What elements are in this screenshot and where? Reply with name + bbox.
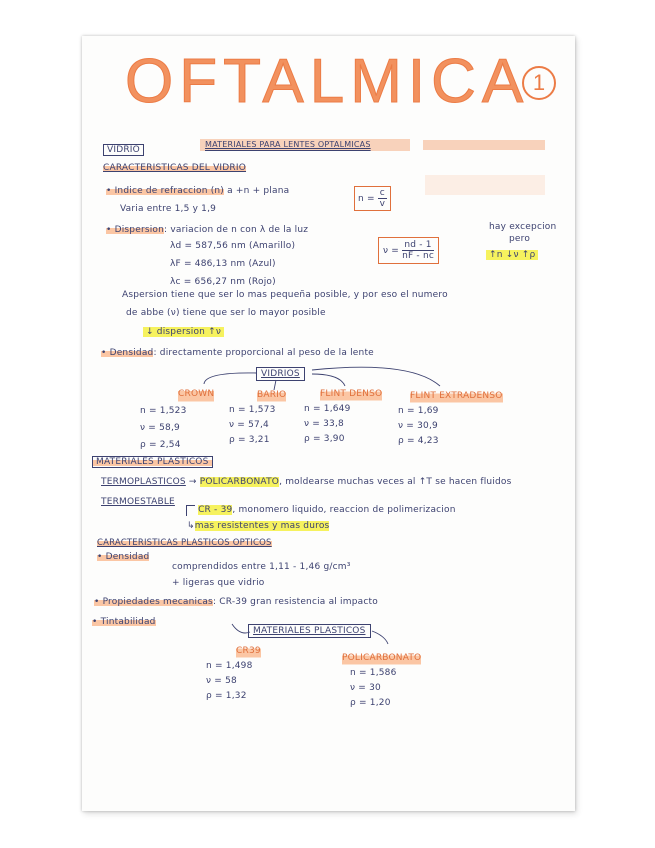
glass-flint-extradenso (398, 389, 503, 449)
glass-v: ν = 33,8 (304, 419, 344, 429)
title-number-badge: 1 (522, 66, 556, 100)
policarbonato-label: POLICARBONATO (199, 477, 280, 487)
glass-p: ρ = 3,90 (304, 434, 345, 444)
glass-flint-denso (304, 387, 382, 447)
section-materiales-title: MATERIALES PARA LENTES OPTALMICAS (205, 140, 371, 149)
glass-n: n = 1,523 (140, 406, 187, 416)
densidad2-range: comprendidos entre 1,11 - 1,46 g/cm³ (172, 562, 351, 572)
termoplasticos-label: TERMOPLASTICOS (101, 477, 186, 487)
plastic-name: POLICARBONATO (342, 651, 421, 666)
glass-p: ρ = 4,23 (398, 436, 439, 446)
glass-p: ρ = 2,54 (140, 440, 181, 450)
termoplasticos-def: , moldearse muchas veces al ↑T se hacen fluidos (279, 477, 512, 487)
lambda-f: λF = 486,13 nm (Azul) (170, 259, 276, 269)
dispersion-heading: • Dispersion (106, 225, 165, 235)
termoestable-label: TERMOESTABLE (101, 497, 175, 507)
plastic-p: ρ = 1,32 (206, 691, 247, 701)
formula-abbe-num: nd - 1 (402, 240, 434, 251)
indice-heading: • Indice de refraccion (n) (106, 186, 225, 196)
aspersion-line-1: Aspersion tiene que ser lo mas pequeña posible, y por eso el numero (122, 290, 448, 300)
glass-v: ν = 58,9 (140, 423, 180, 433)
glass-name: FLINT EXTRADENSO (410, 389, 503, 404)
formula-abbe-lhs: ν = (383, 246, 400, 256)
glass-bario (229, 388, 286, 448)
aspersion-line-2: de abbe (ν) tiene que ser lo mayor posible (126, 308, 326, 318)
termoplasticos-line: TERMOPLASTICOS → POLICARBONATO, moldearse muchas veces al ↑T se hacen fluidos (101, 477, 512, 487)
glass-v: ν = 57,4 (229, 420, 269, 430)
page-title: OFTALMICA (125, 47, 530, 116)
cr39-def: , monomero liquido, reaccion de polimerizacion (232, 505, 456, 515)
mas-resistentes-line: ↳mas resistentes y mas duros (187, 521, 330, 531)
plastic-name: CR39 (236, 644, 261, 659)
densidad2-heading: • Densidad (97, 552, 150, 562)
hay-excepcion: hay excepcion (489, 222, 557, 232)
mas-resistentes: mas resistentes y mas duros (194, 521, 330, 531)
formula-n-num: c (379, 188, 385, 198)
plastic-n: n = 1,498 (206, 661, 253, 671)
pero-note: pero (509, 234, 531, 244)
plastic-cr39 (206, 644, 261, 704)
plastic-policarbonato (338, 651, 421, 711)
prop-mecanicas-heading: • Propiedades mecanicas (94, 597, 213, 607)
caract-vidrio-heading: CARACTERISTICAS DEL VIDRIO (103, 163, 247, 173)
glass-n: n = 1,69 (398, 406, 439, 416)
dispersion-rule: ↓ dispersion ↑ν (143, 327, 224, 337)
formula-n-den: v (379, 199, 386, 209)
glass-v: ν = 30,9 (398, 421, 438, 431)
prop-mecanicas-def: : CR-39 gran resistencia al impacto (212, 597, 378, 607)
plastic-p: ρ = 1,20 (350, 698, 391, 708)
tendency-note: ↑n ↓ν ↑ρ (486, 250, 538, 260)
glass-n: n = 1,649 (304, 404, 351, 414)
plastic-v: ν = 58 (206, 676, 237, 686)
densidad-def: : directamente proporcional al peso de la lente (153, 348, 374, 358)
vidrios-box: VIDRIOS (256, 367, 305, 381)
plastic-v: ν = 30 (350, 683, 381, 693)
ligeras-note: + ligeras que vidrio (172, 578, 265, 588)
prop-mecanicas-line (94, 597, 378, 607)
glass-name: CROWN (178, 386, 214, 403)
formula-n-lhs: n = (358, 194, 375, 204)
tintabilidad-heading: • Tintabilidad (92, 617, 156, 627)
materiales-plasticos-heading: MATERIALES PLASTICOS (92, 456, 213, 468)
glass-p: ρ = 3,21 (229, 435, 270, 445)
glass-crown (140, 386, 214, 454)
glass-name: FLINT DENSO (320, 387, 382, 402)
lambda-d: λd = 587,56 nm (Amarillo) (170, 241, 296, 251)
lambda-c: λc = 656,27 nm (Rojo) (170, 277, 276, 287)
formula-abbe-den: nF - nc (402, 251, 434, 261)
indice-note: a +n + plana (227, 186, 290, 196)
cr39-label: CR - 39 (198, 505, 233, 515)
termoestable-line (186, 505, 456, 516)
section-vidrio: VIDRIO (103, 144, 144, 156)
glass-n: n = 1,573 (229, 405, 276, 415)
indice-range: Varia entre 1,5 y 1,9 (120, 204, 217, 214)
plastic-n: n = 1,586 (350, 668, 397, 678)
mat-plasticos-box: MATERIALES PLASTICOS (248, 624, 371, 638)
glass-name: BARIO (257, 388, 286, 403)
dispersion-def: : variacion de n con λ de la luz (164, 225, 309, 235)
densidad-heading: • Densidad (101, 348, 154, 358)
caract-plasticos-heading: CARACTERISTICAS PLASTICOS OPTICOS (97, 538, 272, 548)
